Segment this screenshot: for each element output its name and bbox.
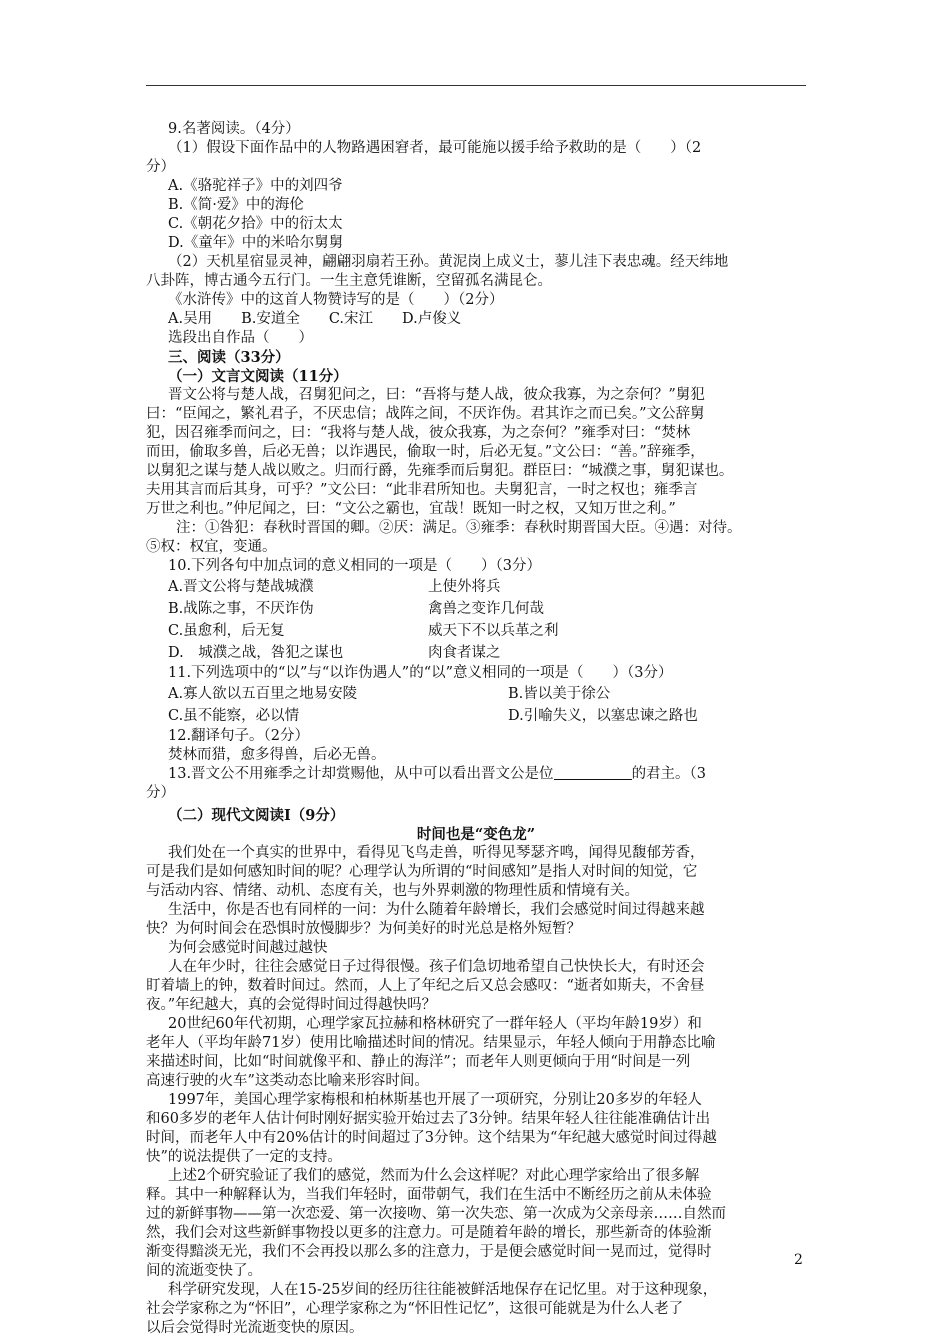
article-line: 间的流逝变快了。: [146, 1263, 262, 1279]
q11-option-a: A.寡人欲以五百里之地易安陵: [168, 686, 358, 702]
article-line: 人在年少时，往往会感觉日子过得很慢。孩子们急切地希望自己快快长大，有时还会: [168, 959, 705, 975]
article-body: [146, 844, 806, 1338]
q10-option-a-right: 上使外将兵: [428, 579, 501, 595]
subsection-modern: （二）现代文阅读Ⅰ（9分）: [168, 807, 345, 824]
article-line: 与活动内容、情绪、动机、态度有关，也与外界刺激的物理性质和情境有关。: [146, 883, 639, 899]
page-number: 2: [794, 1252, 803, 1268]
q13-text-end: 的君主。（3: [631, 766, 707, 782]
q10-option-c-right: 威天下不以兵革之利: [428, 623, 559, 639]
classical-line: 晋文公将与楚人战，召舅犯问之，曰：“吾将与楚人战，彼众我寡，为之奈何？”舅犯: [168, 387, 705, 403]
article-line: 社会学家称之为“怀旧”，心理学家称之为“怀旧性记忆”，这很可能就是为什么人老了: [146, 1301, 684, 1317]
article-line: 盯着墙上的钟，数着时间过。然而，人上了年纪之后又总会感叹：“逝者如斯夫，不舍昼: [146, 978, 705, 994]
q10-option-row: [146, 576, 806, 598]
article-line: 1997年，美国心理学家梅根和柏林斯基也开展了一项研究，分别让20多岁的年轻人: [168, 1092, 702, 1108]
notes-line1: 注：①咎犯：春秋时晋国的卿。②厌：满足。③雍季：春秋时期晋国大臣。④遇：对待。: [176, 520, 742, 536]
article-line: 快？为何时间会在恐惧时放慢脚步？为何美好的时光总是格外短暂？: [146, 921, 581, 937]
q11-option-row: [146, 683, 806, 705]
article-line: 释。其中一种解释认为，当我们年轻时，面带朝气，我们在生活中不断经历之前从未体验: [146, 1187, 712, 1203]
article-line: 上述2个研究验证了我们的感觉，然而为什么会这样呢？对此心理学家给出了很多解: [168, 1168, 700, 1184]
subsection-classical: （一）文言文阅读（11分）: [168, 368, 348, 385]
article-line: 高速行驶的火车”这类动态比喻来形容时间。: [146, 1073, 429, 1089]
q10-option-b-left: B.战陈之事，不厌诈伪: [168, 601, 314, 617]
article-title: 时间也是“变色龙”: [416, 826, 536, 843]
q9-part1-line2: 分）: [146, 159, 175, 175]
q10-option-d-left: D. 城濮之战，咎犯之谋也: [168, 645, 344, 661]
article-line: 老年人（平均年龄71岁）使用比喻描述时间的情况。结果显示，年轻人倾向于用静态比喻: [146, 1035, 716, 1051]
q10-option-a-left: A.晋文公将与楚战城濮: [168, 579, 314, 595]
article-line: 为何会感觉时间越过越快: [168, 940, 328, 956]
q9-title: 9.名著阅读。（4分）: [168, 121, 300, 137]
q10-option-c-left: C.虽愈利，后无复: [168, 623, 285, 639]
classical-line: 万世之利也。”仲尼闻之，曰：“文公之霸也，宜哉！既知一时之权，又知万世之利。”: [146, 501, 676, 517]
q10-option-d-right: 肉食者谋之: [428, 645, 501, 661]
article-line: 然，我们会对这些新鲜事物投以更多的注意力。可是随着年龄的增长，那些新奇的体验渐: [146, 1225, 712, 1241]
q12-sentence: 焚林而猎，愈多得兽，后必无兽。: [168, 747, 386, 763]
q10-title: 10.下列各句中加点词的意义相同的一项是（ ）（3分）: [168, 558, 542, 574]
article-line: 我们处在一个真实的世界中，看得见飞鸟走兽，听得见琴瑟齐鸣，闻得见馥郁芳香，: [168, 845, 705, 861]
article-line: 生活中，你是否也有同样的一问：为什么随着年龄增长，我们会感觉时间过得越来越: [168, 902, 705, 918]
q11-option-c: C.虽不能察，必以情: [168, 708, 300, 724]
q9-part2-line2: 八卦阵，博古通今五行门。一生主意凭谁断，空留孤名满昆仑。: [146, 273, 552, 289]
q9-part2-line1: （2）天机星宿显灵神，翩翩羽扇若王孙。黄泥岗上成义士，蓼儿洼下表忠魂。经天纬地: [168, 254, 729, 270]
q9-option-a: A.《骆驼祥子》中的刘四爷: [168, 178, 343, 194]
q11-option-row: [146, 705, 806, 727]
q10-option-row: [146, 642, 806, 664]
article-line: 可是我们是如何感知时间的呢？心理学认为所谓的“时间感知”是指人对时间的知觉，它: [146, 864, 698, 880]
q9-option-d: D.《童年》中的米哈尔舅舅: [168, 235, 344, 251]
classical-line: 而田，偷取多兽，后必无兽；以诈遇民，偷取一时，后必无复。”文公曰：“善。”辞雍季，: [146, 444, 705, 460]
q13-text: 13.晋文公不用雍季之计却赏赐他，从中可以看出晋文公是位: [168, 766, 554, 782]
section-heading: 三、阅读（33分）: [168, 349, 290, 366]
q9-part2-source: 选段出自作品（ ）: [168, 330, 313, 346]
q9-part2-question: 《水浒传》中的这首人物赞诗写的是（ ）（2分）: [168, 292, 504, 308]
q11-option-d: D.引喻失义，以塞忠谏之路也: [508, 708, 698, 724]
header-rule: [146, 85, 806, 86]
article-line: 渐变得黯淡无光，我们不会再投以那么多的注意力，于是便会感觉时间一晃而过，觉得时: [146, 1244, 712, 1260]
article-line: 来描述时间，比如“时间就像平和、静止的海洋”；而老年人则更倾向于用“时间是一列: [146, 1054, 691, 1070]
article-line: 和60多岁的老年人估计何时刚好据实验开始过去了3分钟。结果年轻人往往能准确估计出: [146, 1111, 711, 1127]
article-line: 快”的说法提供了一定的支持。: [146, 1149, 342, 1165]
notes-line2: ⑤权：权宜，变通。: [146, 539, 277, 555]
classical-line: 曰：“臣闻之，繁礼君子，不厌忠信；战阵之间，不厌诈伪。君其诈之而已矣。”文公辞舅: [146, 406, 705, 422]
answer-blank[interactable]: [554, 765, 632, 780]
q10-option-b-right: 禽兽之变诈几何哉: [428, 601, 544, 617]
q9-part1-line1: （1）假设下面作品中的人物路遇困窘者，最可能施以援手给予救助的是（ ）（2: [168, 140, 702, 156]
classical-line: 犯，因召雍季而问之，曰：“我将与楚人战，彼众我寡，为之奈何？”雍季对曰：“焚林: [146, 425, 691, 441]
q12-title: 12.翻译句子。（2分）: [168, 728, 310, 744]
q10-option-row: [146, 598, 806, 620]
classical-line: 夫用其言而后其身，可乎？”文公曰：“此非君所知也。夫舅犯言，一时之权也；雍季言: [146, 482, 698, 498]
q9-part2-options: A.吴用 B.安道全 C.宋江 D.卢俊义: [168, 311, 462, 327]
article-line: 20世纪60年代初期，心理学家瓦拉赫和格林研究了一群年轻人（平均年龄19岁）和: [168, 1016, 702, 1032]
article-line: 夜。”年纪越大，真的会觉得时间过得越快吗？: [146, 997, 437, 1013]
q11-option-b: B.皆以美于徐公: [508, 686, 611, 702]
q9-option-c: C.《朝花夕拾》中的衍太太: [168, 216, 343, 232]
q11-title: 11.下列选项中的“以”与“以诈伪遇人”的“以”意义相同的一项是（ ）（3分）: [168, 665, 673, 681]
q10-option-row: [146, 620, 806, 642]
q9-option-b: B.《简·爱》中的海伦: [168, 197, 304, 213]
article-line: 以后会觉得时光流逝变快的原因。: [146, 1320, 364, 1336]
q13-line: [146, 765, 806, 784]
classical-line: 以舅犯之谋与楚人战以败之。归而行爵，先雍季而后舅犯。群臣曰：“城濮之事，舅犯谋也。: [146, 463, 734, 479]
article-line: 过的新鲜事物——第一次恋爱、第一次接吻、第一次失恋、第一次成为父亲母亲……自然而: [146, 1206, 726, 1222]
article-line: 科学研究发现，人在15-25岁间的经历往往能被鲜活地保存在记忆里。对于这种现象，: [168, 1282, 718, 1298]
document-page: [146, 120, 806, 1338]
q13-tail: 分）: [146, 785, 175, 801]
article-line: 时间，而老年人中有20%估计的时间超过了3分钟。这个结果为“年纪越大感觉时间过得越: [146, 1130, 717, 1146]
